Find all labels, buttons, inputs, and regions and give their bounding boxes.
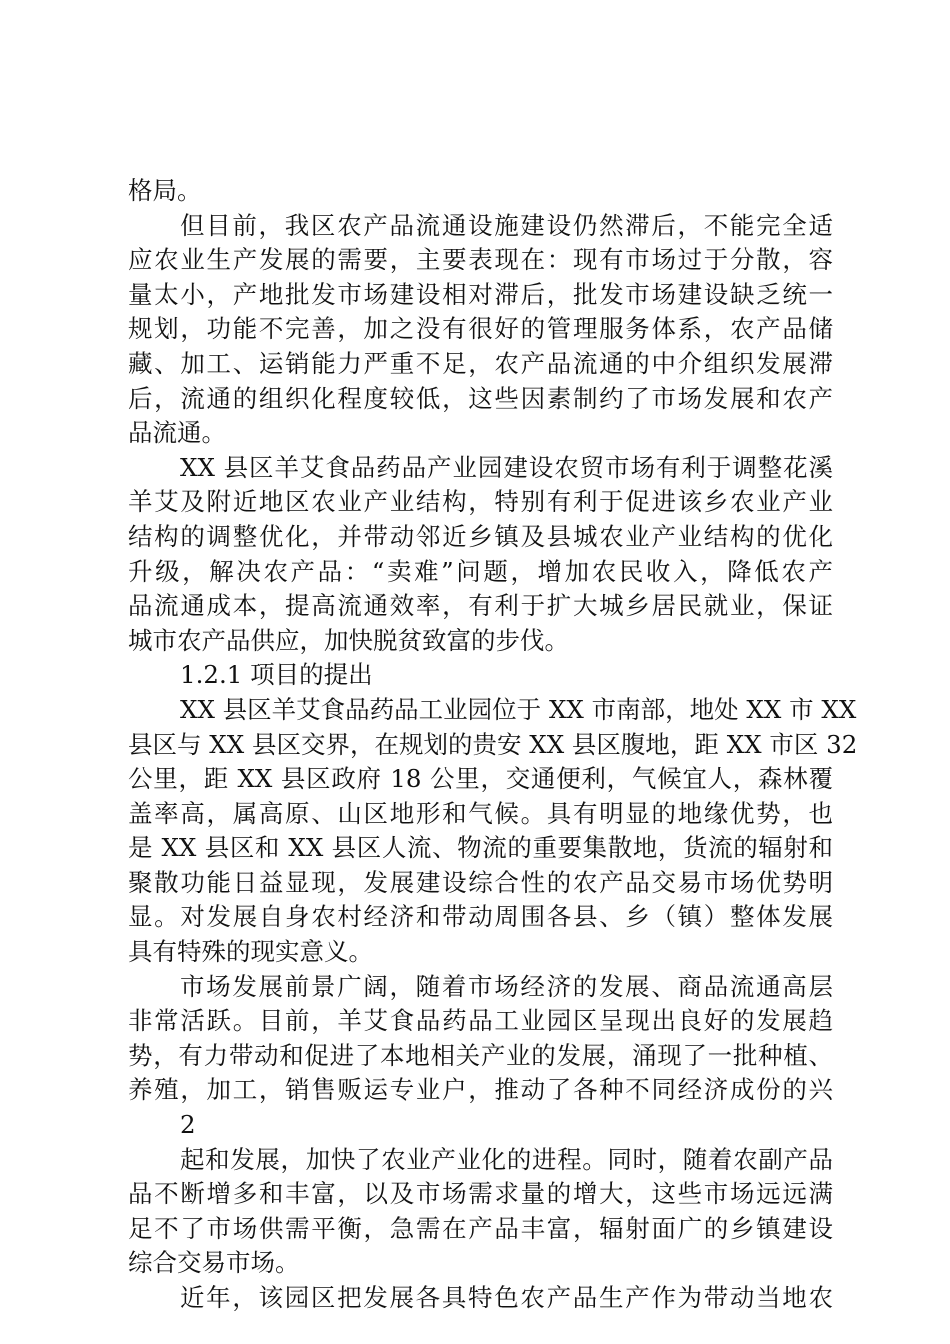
text-line: 品不断增多和丰富，以及市场需求量的增大，这些市场远远满	[128, 1179, 833, 1209]
text-line: 羊艾及附近地区农业产业结构，特别有利于促进该乡农业产业	[128, 487, 833, 517]
text-line: 品流通成本，提高流通效率，有利于扩大城乡居民就业，保证	[128, 591, 833, 621]
text-line: 足不了市场供需平衡，急需在产品丰富，辐射面广的乡镇建设	[128, 1213, 833, 1243]
text-line: XX 县区羊艾食品药品工业园位于 XX 市南部，地处 XX 市 XX	[180, 694, 857, 724]
text-line: 市场发展前景广阔，随着市场经济的发展、商品流通高层	[180, 971, 833, 1001]
text-line: 聚散功能日益显现，发展建设综合性的农产品交易市场优势明	[128, 867, 833, 897]
text-line: 公里，距 XX 县区政府 18 公里，交通便利，气候宜人，森林覆	[128, 764, 833, 794]
text-line: 城市农产品供应，加快脱贫致富的步伐。	[128, 625, 569, 655]
text-line: 藏、加工、运销能力严重不足，农产品流通的中介组织发展滞	[128, 348, 833, 378]
text-line: 1.2.1 项目的提出	[180, 660, 373, 690]
text-line: 县区与 XX 县区交界，在规划的贵安 XX 县区腹地，距 XX 市区 32	[128, 729, 858, 759]
text-line: 结构的调整优化，并带动邻近乡镇及县城农业产业结构的优化	[128, 521, 833, 551]
text-line: 品流通。	[128, 418, 226, 448]
text-line: 非常活跃。目前，羊艾食品药品工业园区呈现出良好的发展趋	[128, 1006, 833, 1036]
text-line: 盖率高，属高原、山区地形和气候。具有明显的地缘优势，也	[128, 798, 833, 828]
text-line: 是 XX 县区和 XX 县区人流、物流的重要集散地，货流的辐射和	[128, 833, 833, 863]
text-line: 量太小，产地批发市场建设相对滞后，批发市场建设缺乏统一	[128, 279, 833, 309]
text-line: 但目前，我区农产品流通设施建设仍然滞后，不能完全适	[180, 210, 833, 240]
text-line: 具有特殊的现实意义。	[128, 937, 373, 967]
text-line: 显。对发展自身农村经济和带动周围各县、乡（镇）整体发展	[128, 902, 833, 932]
text-line: 升级，解决农产品：“卖难”问题，增加农民收入，降低农产	[128, 556, 833, 586]
text-line: 近年，该园区把发展各具特色农产品生产作为带动当地农	[180, 1283, 833, 1312]
text-line: 势，有力带动和促进了本地相关产业的发展，涌现了一批种植、	[128, 1040, 833, 1070]
text-line: 格局。	[128, 176, 202, 205]
document-body	[128, 174, 858, 1316]
text-line: 后，流通的组织化程度较低，这些因素制约了市场发展和农产	[128, 383, 833, 413]
text-line: 起和发展，加快了农业产业化的进程。同时，随着农副产品	[180, 1144, 833, 1174]
text-line: 养殖，加工，销售贩运专业户，推动了各种不同经济成份的兴	[128, 1075, 833, 1105]
text-line: 综合交易市场。	[128, 1248, 300, 1278]
text-line: 2	[180, 1110, 196, 1140]
text-line: 应农业生产发展的需要，主要表现在：现有市场过于分散，容	[128, 245, 833, 275]
text-line: 规划，功能不完善，加之没有很好的管理服务体系，农产品储	[128, 314, 833, 344]
text-line: XX 县区羊艾食品药品产业园建设农贸市场有利于调整花溪	[180, 452, 833, 482]
